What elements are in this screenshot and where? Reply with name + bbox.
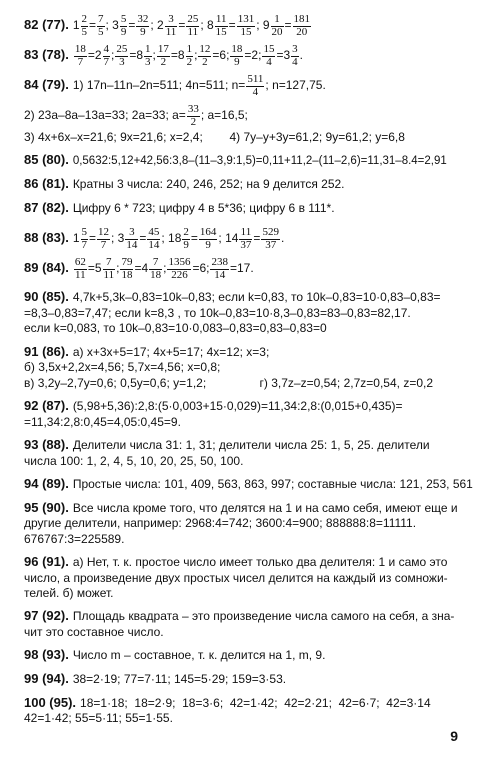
expression-text: =5 (87, 261, 102, 276)
equation-part: ; n=127,75. (265, 78, 326, 92)
equation-part: ; a=16,5; (200, 108, 248, 122)
expression-text: . (280, 231, 285, 246)
solution-line: (5,98+5,36):2,8:(5·0,003+15·0,029)=11,34:2,8:(0,015+0,435)= (72, 399, 403, 414)
problem-99 (24, 671, 462, 688)
fraction-expression (73, 43, 303, 68)
problem-number: 100 (95). (24, 694, 77, 710)
problem-88 (24, 223, 462, 253)
problem-number: 86 (81). (24, 176, 69, 192)
solution-line: =11,34:2,8:0,45=4,05:0,45=9. (24, 414, 181, 429)
expression-text: ; 18 (161, 231, 182, 246)
expression-text: = (89, 231, 97, 246)
fraction: $\frac{3}{14}$ (126, 226, 138, 251)
expression-text: =6; (212, 48, 230, 62)
fraction: $\frac{18}{9}$ (231, 43, 243, 68)
problem-number: 95 (90). (24, 499, 69, 515)
fraction: $\frac{511}{4}$ (247, 73, 264, 98)
problem-85 (24, 152, 462, 169)
equation-line: 3) 4x+6x–x=21,6; 9x=21,6; x=2,4; 4) 7y–y+3y=61,2; 9y=61,2; y=6,8 (24, 130, 405, 144)
fraction: $\frac{45}{14}$ (148, 226, 160, 251)
expression-text: =3 (276, 48, 291, 62)
problem-number: 96 (91). (24, 553, 69, 569)
expression-text: =8 (170, 48, 185, 62)
solution-line: 676767:3=225589. (24, 531, 125, 546)
fraction: $\frac{7}{11}$ (103, 256, 115, 281)
problem-number: 89 (84). (24, 260, 69, 276)
whole-part: 1 (72, 231, 80, 246)
solution-line: б) 3,5x+2,2x=4,56; 5,7x=4,56; x=0,8; (24, 360, 221, 375)
fraction: $\frac{7}{18}$ (150, 256, 162, 281)
problem-number: 94 (89). (24, 475, 69, 491)
fraction: $\frac{2}{5}$ (81, 13, 87, 38)
solution-line: 4,7k+5,3k–0,83=10k–0,83; если k=0,83, то 10k–0,83=10·0,83–0,83= (72, 290, 441, 305)
problem-100 (24, 695, 462, 727)
expression-text: =8 (129, 48, 144, 62)
problem-94 (24, 475, 473, 493)
problem-number: 90 (85). (24, 289, 69, 305)
solution-line: другие делители, например: 2968:4=742; 3600:4=900; 888888:8=11111. (24, 516, 417, 531)
expression-text: =4 (134, 261, 149, 276)
problem-number: 85 (80). (24, 152, 69, 168)
fraction: $\frac{5}{7}$ (81, 226, 87, 251)
solution-line: Делители числа 31: 1, 31; делители числа 25: 1, 5, 25. делители (72, 438, 430, 452)
fraction: $\frac{12}{7}$ (98, 226, 110, 251)
problem-92 (24, 398, 462, 430)
fraction: $\frac{131}{15}$ (237, 13, 255, 38)
expression-text: = (128, 18, 136, 32)
problem-number: 83 (78). (24, 47, 69, 62)
solution-line: чит это составное число. (24, 624, 164, 639)
solution-line: Все числа кроме того, что делятся на 1 и на само себя, имеют еще и (72, 500, 458, 515)
problem-87 (24, 200, 462, 217)
fraction: $\frac{1}{2}$ (186, 43, 193, 68)
expression-text: . (299, 48, 303, 62)
expression-text: ; (194, 48, 198, 62)
fraction-expression (72, 226, 285, 251)
problem-91 (24, 344, 462, 391)
expression-text: ; 8 (200, 18, 214, 32)
problem-93 (24, 437, 462, 469)
fraction: $\frac{1}{20}$ (271, 13, 283, 38)
whole-part: 1 (72, 18, 80, 32)
equation-part: 2) 23a–8a–13a=33; 2a=33; a= (24, 108, 186, 122)
problem-number: 91 (86). (24, 343, 69, 359)
expression-text: ; 9 (256, 18, 270, 32)
problem-86 (24, 176, 462, 193)
fraction: $\frac{25}{11}$ (187, 13, 199, 38)
solution-line: 18=1·18; 18=2·9; 18=3·6; 42=1·42; 42=2·21; 42=6·7; 42=3·14 (80, 695, 431, 710)
solution-line: числа 100: 1, 2, 4, 5, 10, 20, 25, 50, 100. (24, 453, 244, 468)
problem-number: 97 (92). (24, 608, 69, 624)
problem-number: 84 (79). (24, 77, 69, 92)
fraction: $\frac{15}{4}$ (263, 43, 275, 68)
fraction: $\frac{11}{37}$ (240, 226, 252, 251)
expression-text: =6; (192, 261, 210, 276)
fraction: $\frac{12}{2}$ (199, 43, 211, 68)
fraction: $\frac{238}{14}$ (211, 256, 228, 281)
fraction: $\frac{18}{7}$ (74, 43, 86, 68)
problem-number: 98 (93). (24, 647, 69, 663)
solution-line: телей. б) может. (24, 585, 114, 600)
expression-text: =2 (87, 48, 102, 62)
problem-82 (24, 10, 462, 40)
problem-text: Кратны 3 числа: 240, 246, 252; на 9 делится 252. (72, 177, 345, 192)
fraction: $\frac{79}{18}$ (121, 256, 133, 281)
problem-96 (24, 554, 462, 601)
problem-text: Простые числа: 101, 409, 563, 863, 997; составные числа: 121, 253, 561 (72, 476, 473, 491)
expression-text: = (178, 18, 186, 32)
expression-text: ; 14 (218, 231, 239, 246)
problem-text: Цифру 6 * 723; цифру 4 в 5*36; цифру 6 в 111*. (72, 200, 335, 215)
solution-line: Площадь квадрата – это произведение числа самого на себя, а зна- (72, 609, 455, 624)
problem-number: 93 (88). (24, 437, 69, 452)
solution-line: в) 3,2y–2,7y=0,6; 0,5y=0,6; y=1,2; г) 3,7z–z=0,54; 2,7z=0,54, z=0,2 (24, 375, 434, 390)
fraction: $\frac{164}{9}$ (199, 226, 217, 251)
problem-97 (24, 608, 462, 640)
problem-text: 0,5632:5,12+42,56:3,8–(11–3,9:1,5)=0,11+11,2–(11–2,6)=11,31–8.4=2,91 (72, 155, 447, 168)
fraction: $\frac{7}{5}$ (98, 13, 104, 38)
fraction: $\frac{4}{7}$ (103, 43, 109, 68)
problem-text: 38=2·19; 77=7·11; 145=5·29; 159=3·53. (72, 671, 287, 686)
fraction: $\frac{33}{2}$ (187, 103, 199, 128)
expression-text: ; (116, 261, 120, 276)
solution-line: число, а произведение двух простых чисел делится на каждый из сомножи- (24, 570, 448, 585)
fraction: $\frac{32}{9}$ (137, 13, 149, 38)
solution-line: 42=1·42; 55=5·11; 55=1·55. (24, 711, 173, 726)
page-number: 9 (450, 728, 458, 745)
problem-number: 92 (87). (24, 398, 69, 414)
fraction: $\frac{3}{11}$ (165, 13, 177, 38)
solution-line: а) x+3x+5=17; 4x+5=17; 4x=12; x=3; (72, 344, 270, 359)
fraction: $\frac{62}{11}$ (74, 256, 86, 281)
expression-text: = (284, 18, 292, 32)
expression-text: = (190, 231, 198, 246)
expression-text: = (253, 231, 261, 246)
expression-text: ; (163, 261, 167, 276)
expression-text: = (139, 231, 147, 246)
expression-text: ; 2 (150, 18, 164, 32)
expression-text: ; 3 (105, 18, 119, 32)
fraction: $\frac{1356}{226}$ (168, 256, 191, 281)
expression-text: = (228, 18, 236, 32)
expression-text: ; (111, 48, 115, 62)
problem-number: 88 (83). (24, 230, 69, 246)
problem-text: Число m – составное, т. к. делится на 1, m, 9. (72, 648, 326, 663)
problem-98 (24, 647, 462, 664)
problem-95 (24, 500, 462, 547)
fraction: $\frac{17}{2}$ (157, 43, 169, 68)
problem-83 (24, 40, 462, 70)
fraction: $\frac{11}{15}$ (215, 13, 227, 38)
expression-text: =2; (244, 48, 262, 62)
problem-number: 99 (94). (24, 670, 69, 686)
fraction: $\frac{5}{9}$ (120, 13, 127, 38)
fraction: $\frac{1}{3}$ (145, 43, 151, 68)
fraction: $\frac{181}{20}$ (293, 13, 311, 38)
fraction-expression (73, 256, 254, 281)
problem-84 (24, 70, 462, 145)
problem-89 (24, 253, 462, 283)
solution-line: а) Нет, т. к. простое число имеет только два делителя: 1 и само это (72, 554, 448, 569)
expression-text: ; (152, 48, 156, 62)
expression-text: = (89, 18, 97, 32)
expression-text: =17. (229, 261, 254, 276)
solution-line: =8,3–0,83=7,47; если k=8,3 , то 10k–0,83=10·8,3–0,83=83–0,83=82,17. (24, 305, 411, 320)
fraction: $\frac{529}{37}$ (262, 226, 279, 251)
fraction: $\frac{3}{4}$ (292, 43, 298, 68)
equation-part: 1) 17n–11n–2n=511; 4n=511; n= (72, 78, 246, 92)
problem-number: 87 (82). (24, 199, 69, 215)
fraction-expression (72, 13, 312, 38)
solution-line: если k=0,083, то 10k–0,83=10·0,083–0,83=0,83–0,83=0 (24, 321, 327, 336)
fraction: $\frac{2}{9}$ (183, 226, 189, 251)
expression-text: ; 3 (111, 231, 125, 246)
fraction: $\frac{25}{3}$ (116, 43, 128, 68)
problem-90 (24, 289, 462, 336)
problem-number: 82 (77). (24, 17, 69, 32)
